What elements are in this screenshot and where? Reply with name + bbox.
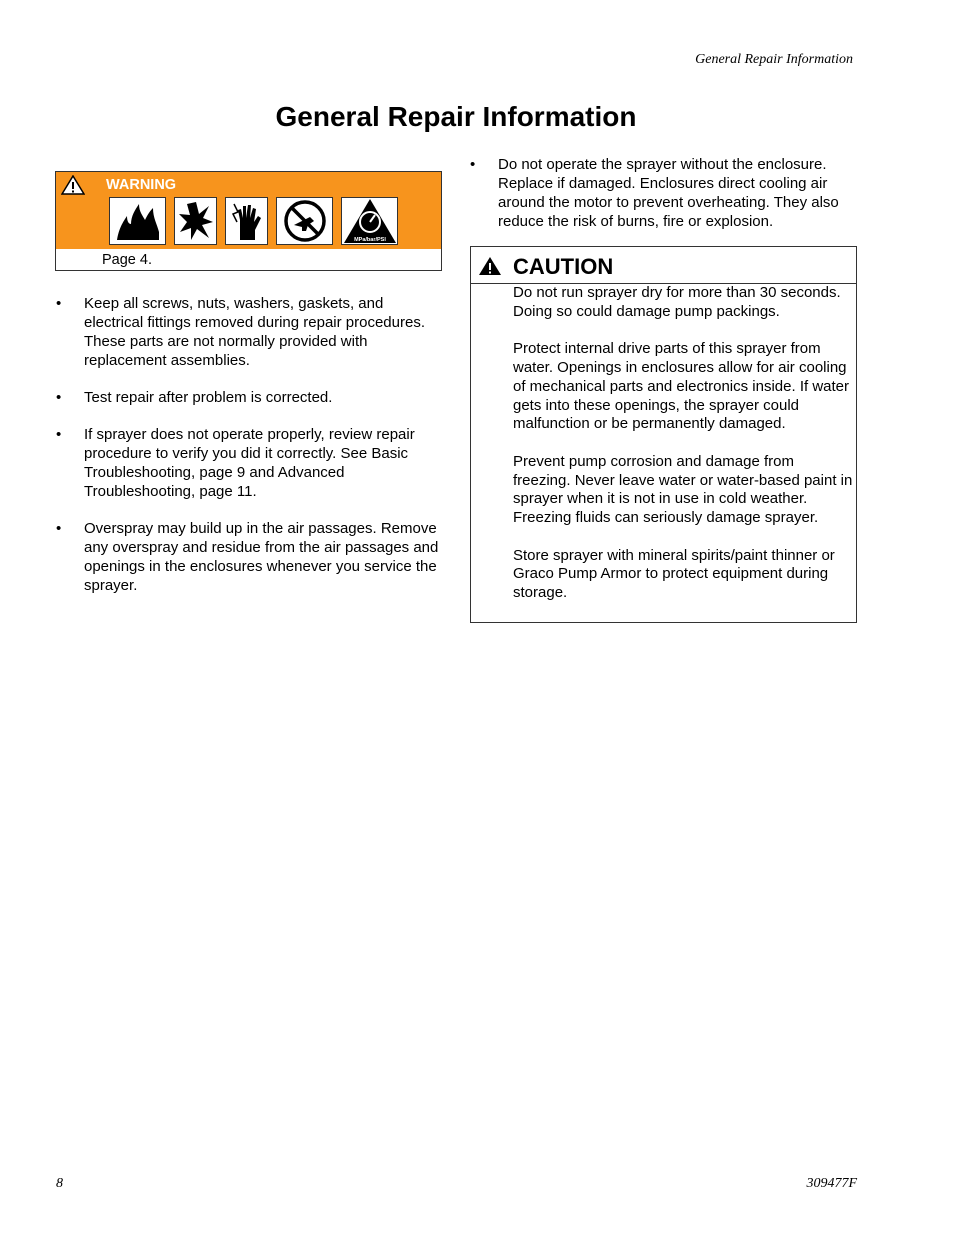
warning-box: [55, 171, 442, 271]
bullet: •: [56, 520, 62, 537]
caution-paragraph: Store sprayer with mineral spirits/paint thinner or Graco Pump Armor to protect equipment during storage.: [513, 546, 835, 602]
running-head: General Repair Information: [695, 52, 853, 67]
caution-paragraph: Protect internal drive parts of this sprayer from water. Openings in enclosures allow for air cooling of mechanical parts and electronics inside. If water gets into these openings, the sprayer could malfunction or be permanently damaged.: [513, 340, 849, 433]
caution-paragraph: Do not run sprayer dry for more than 30 seconds. Doing so could damage pump packings.: [513, 284, 841, 320]
no-spray-gun-icon: [276, 197, 333, 245]
caution-box: [470, 246, 857, 623]
pressure-icon: [341, 197, 398, 245]
document-number: 309477F: [806, 1176, 857, 1191]
caution-body: [513, 284, 855, 622]
bullet: •: [470, 156, 476, 173]
pressure-units-text: MPa/bar/PSI: [353, 237, 386, 243]
warning-triangle-icon: [61, 175, 85, 195]
page-title: General Repair Information: [275, 101, 637, 132]
hazard-icons: [109, 197, 398, 245]
list-item: [470, 155, 860, 231]
warning-band: [56, 172, 441, 249]
caution-title: CAUTION: [513, 254, 614, 279]
list-item-text: Keep all screws, nuts, washers, gaskets, and electrical fittings removed during repair procedures. These parts are not normally provided with replacement assemblies.: [84, 295, 425, 369]
list-item: [56, 425, 446, 501]
list-item-text: Overspray may build up in the air passages. Remove any overspray and residue from the air passages and openings in the enclosures whenever you service the sprayer.: [84, 520, 439, 594]
page-number: 8: [56, 1176, 63, 1191]
bullet: •: [56, 389, 62, 406]
explosion-icon: [174, 197, 217, 245]
warning-label: WARNING: [106, 177, 177, 193]
list-item-text: If sprayer does not operate properly, review repair procedure to verify you did it correctly. See Basic Troubleshooting, page 9 and Advanced Troubleshooting, page 11.: [84, 426, 415, 500]
left-bullet-list: [56, 294, 446, 613]
caution-header: [471, 247, 856, 284]
warning-reference: Page 4.: [102, 252, 152, 268]
list-item: [56, 294, 446, 370]
bullet: •: [56, 295, 62, 312]
right-bullet-list: [470, 155, 860, 249]
bullet: •: [56, 426, 62, 443]
caution-triangle-icon: [478, 256, 502, 276]
list-item: [56, 519, 446, 595]
list-item-text: Do not operate the sprayer without the enclosure. Replace if damaged. Enclosures direct cooling air around the motor to prevent overheating. They also reduce the risk of burns, fire or explosion.: [498, 156, 839, 230]
list-item: [56, 388, 446, 407]
electric-shock-icon: [225, 197, 268, 245]
list-item-text: Test repair after problem is corrected.: [84, 389, 333, 406]
fire-icon: [109, 197, 166, 245]
caution-paragraph: Prevent pump corrosion and damage from freezing. Never leave water or water-based paint in sprayer when it is not in use in cold weather. Freezing fluids can seriously damage sprayer.: [513, 452, 853, 527]
